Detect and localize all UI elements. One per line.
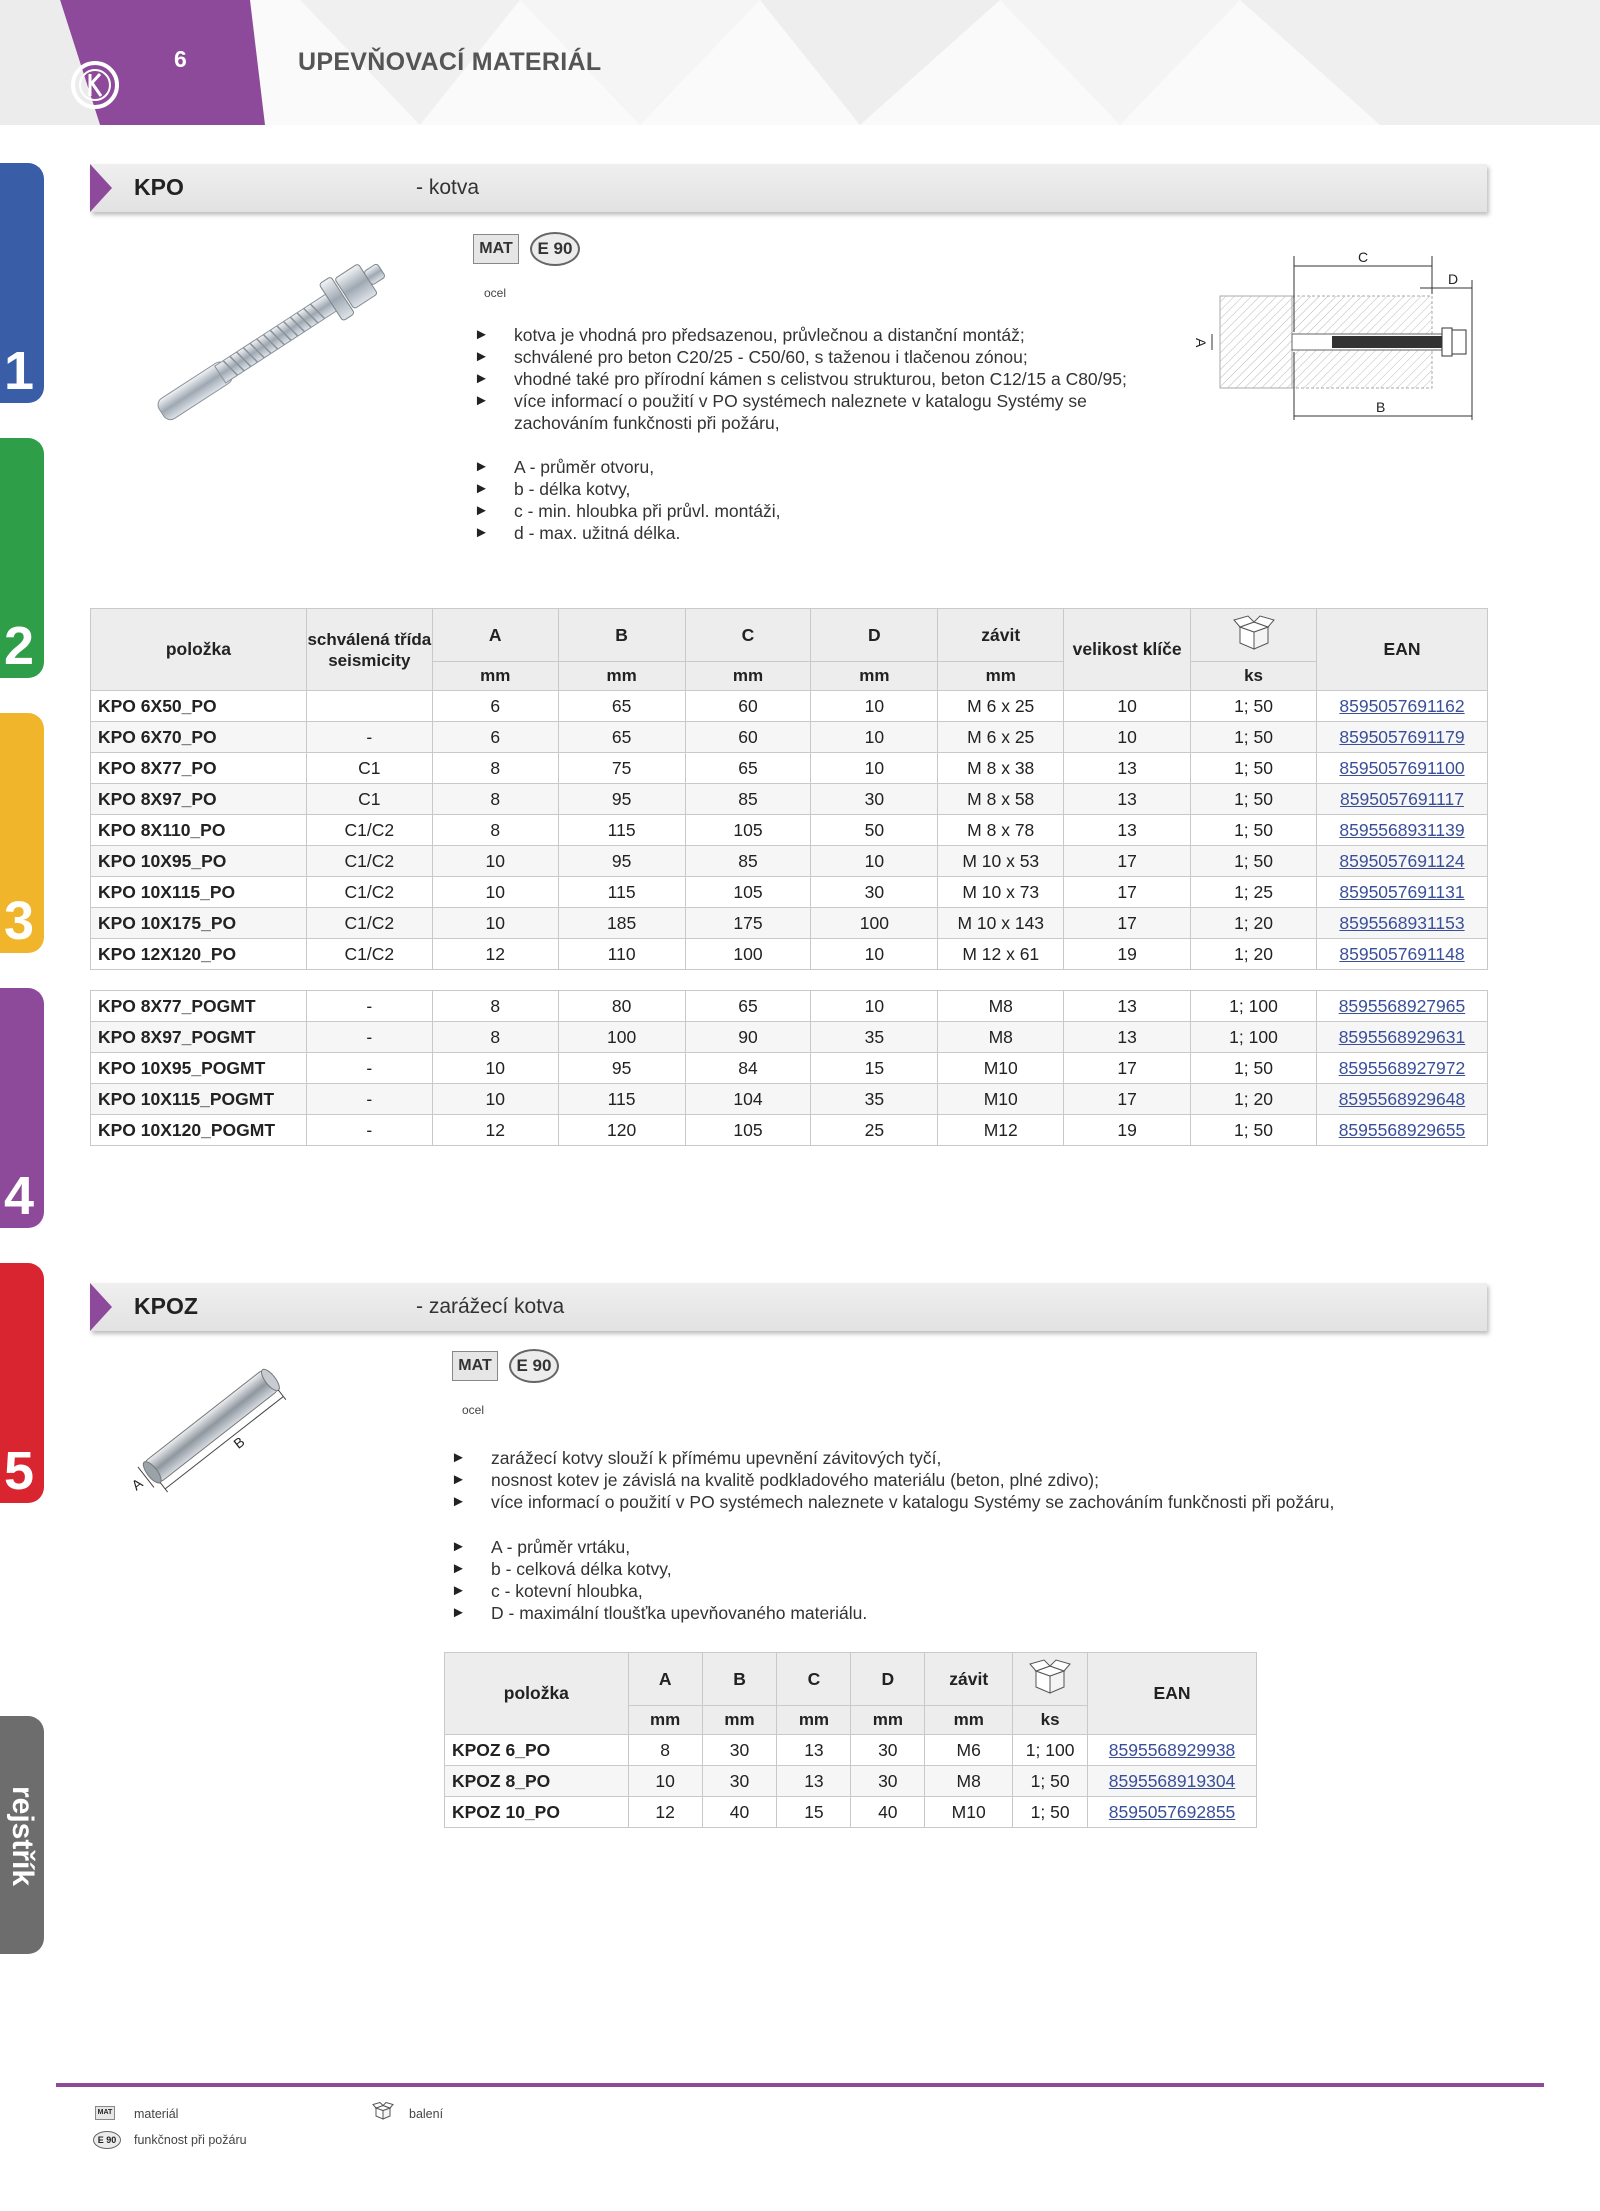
value-cell: 1; 50: [1191, 1053, 1317, 1084]
col-header-d: D: [811, 609, 938, 662]
value-cell: 13: [1064, 784, 1191, 815]
value-cell: 6: [432, 722, 558, 753]
diagram-label-c: C: [1358, 249, 1369, 265]
kpo-material-label: ocel: [484, 286, 507, 300]
company-logo: [70, 60, 120, 110]
item-code-cell: KPO 8X77_PO: [91, 753, 307, 784]
kpoz-col-header-b: B: [702, 1653, 777, 1706]
ean-link[interactable]: 8595057691131: [1317, 877, 1488, 908]
value-cell: 10: [432, 1084, 558, 1115]
kpoz-unit-a: mm: [628, 1706, 702, 1735]
legend-package-icon: [372, 2102, 394, 2120]
footer-divider: [56, 2083, 1544, 2087]
kpo-legend-item: ► A - průměr otvoru,: [474, 456, 1034, 478]
value-cell: [306, 691, 432, 722]
value-cell: M 12 x 61: [938, 939, 1064, 970]
kpoz-unit-c: mm: [777, 1706, 851, 1735]
value-cell: 10: [811, 846, 938, 877]
value-cell: C1/C2: [306, 908, 432, 939]
kpoz-diagram-label-a: A: [128, 1475, 146, 1494]
value-cell: C1/C2: [306, 939, 432, 970]
kpo-feature-item: ► kotva je vhodná pro předsazenou, průvlečnou a distanční montáž;: [474, 324, 1174, 346]
diagram-label-a: A: [1193, 338, 1209, 348]
legend-material-label: materiál: [134, 2107, 179, 2121]
value-cell: M10: [925, 1797, 1013, 1828]
chapter-tab-3-label: 3: [4, 891, 35, 951]
value-cell: 104: [685, 1084, 811, 1115]
value-cell: 1; 20: [1191, 908, 1317, 939]
unit-a: mm: [432, 662, 558, 691]
value-cell: 80: [558, 991, 685, 1022]
value-cell: 1; 20: [1191, 1084, 1317, 1115]
value-cell: M8: [938, 1022, 1064, 1053]
chapter-tab-5-label: 5: [4, 1441, 35, 1501]
value-cell: 115: [558, 1084, 685, 1115]
item-code-cell: KPO 8X110_PO: [91, 815, 307, 846]
value-cell: 10: [432, 846, 558, 877]
table-row: [91, 939, 1488, 970]
header-background: [0, 0, 1600, 125]
value-cell: 1; 20: [1191, 939, 1317, 970]
value-cell: 10: [432, 877, 558, 908]
value-cell: 35: [811, 1084, 938, 1115]
value-cell: 1; 50: [1191, 784, 1317, 815]
kpo-legend-item: ► c - min. hloubka při průvl. montáži,: [474, 500, 1034, 522]
table-row: [91, 1084, 1488, 1115]
value-cell: 13: [1064, 1022, 1191, 1053]
col-header-key-size: velikost klíče: [1064, 609, 1191, 691]
chapter-tab-1-label: 1: [4, 341, 35, 401]
value-cell: C1: [306, 784, 432, 815]
kpoz-legend-item: ► A - průměr vrtáku,: [451, 1536, 1151, 1558]
col-header-ean: EAN: [1317, 609, 1488, 691]
value-cell: 1; 100: [1191, 991, 1317, 1022]
package-box-icon: [1028, 1659, 1072, 1695]
value-cell: 105: [685, 1115, 811, 1146]
ean-link[interactable]: 8595057691148: [1317, 939, 1488, 970]
item-code-cell: KPOZ 10_PO: [445, 1797, 629, 1828]
kpoz-feature-item: ► zarážecí kotvy slouží k přímému upevnění závitových tyčí,: [451, 1447, 1451, 1469]
table-row: [91, 1053, 1488, 1084]
col-header-a: A: [432, 609, 558, 662]
value-cell: 10: [432, 1053, 558, 1084]
kpo-legend-item: ► d - max. užitná délka.: [474, 522, 1034, 544]
kpo-legend-item: ► b - délka kotvy,: [474, 478, 1034, 500]
value-cell: 100: [811, 908, 938, 939]
col-header-c: C: [685, 609, 811, 662]
value-cell: 12: [628, 1797, 702, 1828]
value-cell: 120: [558, 1115, 685, 1146]
kpoz-legend-item: ► c - kotevní hloubka,: [451, 1580, 1151, 1602]
ean-link[interactable]: 8595057692855: [1088, 1797, 1257, 1828]
value-cell: 30: [702, 1735, 777, 1766]
kpoz-col-header-item: položka: [445, 1653, 629, 1735]
kpo-section-marker: [90, 164, 112, 212]
value-cell: 25: [811, 1115, 938, 1146]
kpoz-legend-item: ► D - maximální tloušťka upevňovaného materiálu.: [451, 1602, 1151, 1624]
item-code-cell: KPO 10X115_POGMT: [91, 1084, 307, 1115]
value-cell: -: [306, 991, 432, 1022]
value-cell: 1; 50: [1191, 815, 1317, 846]
item-code-cell: KPO 10X95_PO: [91, 846, 307, 877]
value-cell: 60: [685, 722, 811, 753]
table-row: [91, 815, 1488, 846]
item-code-cell: KPO 8X77_POGMT: [91, 991, 307, 1022]
value-cell: 50: [811, 815, 938, 846]
value-cell: 1; 50: [1013, 1797, 1088, 1828]
item-code-cell: KPO 6X50_PO: [91, 691, 307, 722]
kpo-feature-item: ► více informací o použití v PO systémech naleznete v katalogu Systémy se zachováním funkčnosti při požáru,: [474, 390, 1174, 434]
col-header-thread: závit: [938, 609, 1064, 662]
diagram-label-b: B: [1376, 399, 1386, 415]
item-code-cell: KPOZ 8_PO: [445, 1766, 629, 1797]
value-cell: 95: [558, 1053, 685, 1084]
table-row: [91, 846, 1488, 877]
value-cell: 1; 25: [1191, 877, 1317, 908]
ean-link[interactable]: 8595568927965: [1316, 991, 1487, 1022]
value-cell: 13: [777, 1766, 851, 1797]
kpo-section-description: - kotva: [416, 176, 480, 199]
legend-material-badge: MAT: [95, 2106, 115, 2120]
kpo-material-badge: MAT: [473, 234, 519, 264]
value-cell: 40: [702, 1797, 777, 1828]
value-cell: M10: [938, 1084, 1064, 1115]
value-cell: C1/C2: [306, 815, 432, 846]
value-cell: M6: [925, 1735, 1013, 1766]
ean-link[interactable]: 8595057691124: [1317, 846, 1488, 877]
kpo-feature-item: ► vhodné také pro přírodní kámen s celistvou strukturou, beton C12/15 a C80/95;: [474, 368, 1174, 390]
table-row: [91, 753, 1488, 784]
value-cell: 13: [777, 1735, 851, 1766]
table-row: [91, 991, 1488, 1022]
item-code-cell: KPOZ 6_PO: [445, 1735, 629, 1766]
ean-link[interactable]: 8595568919304: [1088, 1766, 1257, 1797]
item-code-cell: KPO 10X175_PO: [91, 908, 307, 939]
unit-thread: mm: [938, 662, 1064, 691]
kpoz-material-badge: MAT: [452, 1351, 498, 1381]
value-cell: 19: [1064, 1115, 1191, 1146]
value-cell: 1; 50: [1191, 691, 1317, 722]
value-cell: 1; 50: [1191, 753, 1317, 784]
kpo-dimension-diagram: [1172, 248, 1492, 424]
value-cell: 30: [811, 877, 938, 908]
value-cell: 17: [1064, 908, 1191, 939]
table-row: [91, 691, 1488, 722]
ean-link[interactable]: 8595568929655: [1316, 1115, 1487, 1146]
kpoz-product-image: [108, 1350, 318, 1500]
value-cell: M 6 x 25: [938, 691, 1064, 722]
col-header-seismic-class: schválená třída seismicity: [306, 609, 432, 691]
value-cell: 115: [558, 815, 685, 846]
kpoz-legend-list: [451, 1536, 1151, 1624]
value-cell: M 10 x 143: [938, 908, 1064, 939]
value-cell: 90: [685, 1022, 811, 1053]
value-cell: 15: [811, 1053, 938, 1084]
value-cell: 60: [685, 691, 811, 722]
kpo-feature-item: ► schválené pro beton C20/25 - C50/60, s taženou i tlačenou zónou;: [474, 346, 1174, 368]
value-cell: 10: [811, 753, 938, 784]
ean-link[interactable]: 8595057691100: [1317, 753, 1488, 784]
value-cell: 100: [685, 939, 811, 970]
value-cell: 8: [432, 784, 558, 815]
table-row: [445, 1766, 1257, 1797]
value-cell: 17: [1064, 1084, 1191, 1115]
kpo-gmt-product-table: [90, 990, 1488, 1146]
ean-link[interactable]: 8595057691179: [1317, 722, 1488, 753]
value-cell: 100: [558, 1022, 685, 1053]
value-cell: -: [306, 722, 432, 753]
kpoz-unit-b: mm: [702, 1706, 777, 1735]
value-cell: 10: [811, 722, 938, 753]
chapter-tab-4-label: 4: [4, 1166, 35, 1226]
kpoz-col-header-pack: [1013, 1653, 1088, 1706]
value-cell: 17: [1064, 1053, 1191, 1084]
value-cell: M 8 x 38: [938, 753, 1064, 784]
value-cell: 105: [685, 877, 811, 908]
value-cell: 10: [628, 1766, 702, 1797]
col-header-item: položka: [91, 609, 307, 691]
page-title: UPEVŇOVACÍ MATERIÁL: [298, 48, 602, 76]
kpoz-col-header-c: C: [777, 1653, 851, 1706]
table-row: [445, 1797, 1257, 1828]
value-cell: 8: [432, 753, 558, 784]
item-code-cell: KPO 10X120_POGMT: [91, 1115, 307, 1146]
value-cell: 30: [851, 1766, 925, 1797]
value-cell: -: [306, 1115, 432, 1146]
page-number: 6: [174, 46, 187, 72]
value-cell: 6: [432, 691, 558, 722]
table-row: [445, 1735, 1257, 1766]
value-cell: 10: [811, 691, 938, 722]
kpoz-feature-item: ► nosnost kotev je závislá na kvalitě podkladového materiálu (beton, plné zdivo);: [451, 1469, 1451, 1491]
table-row: [91, 877, 1488, 908]
kpoz-section-bar: [90, 1283, 1487, 1331]
package-box-icon: [1232, 615, 1276, 651]
unit-b: mm: [558, 662, 685, 691]
value-cell: 75: [558, 753, 685, 784]
value-cell: 185: [558, 908, 685, 939]
value-cell: 30: [702, 1766, 777, 1797]
table-row: [91, 1115, 1488, 1146]
kpoz-feature-item: ► více informací o použití v PO systémech naleznete v katalogu Systémy se zachováním funkčnosti při požáru,: [451, 1491, 1451, 1513]
value-cell: 85: [685, 846, 811, 877]
value-cell: M12: [938, 1115, 1064, 1146]
value-cell: 8: [432, 815, 558, 846]
ean-link[interactable]: 8595568929938: [1088, 1735, 1257, 1766]
value-cell: 65: [685, 753, 811, 784]
col-header-pack: [1191, 609, 1317, 662]
value-cell: 10: [432, 908, 558, 939]
kpoz-unit-thread: mm: [925, 1706, 1013, 1735]
kpo-legend-list: [474, 456, 1034, 544]
value-cell: 10: [1064, 722, 1191, 753]
value-cell: 30: [851, 1735, 925, 1766]
value-cell: 1; 100: [1013, 1735, 1088, 1766]
value-cell: 13: [1064, 753, 1191, 784]
kpoz-legend-item: ► b - celková délka kotvy,: [451, 1558, 1151, 1580]
value-cell: 15: [777, 1797, 851, 1828]
value-cell: 1; 50: [1013, 1766, 1088, 1797]
value-cell: 105: [685, 815, 811, 846]
value-cell: M8: [938, 991, 1064, 1022]
ean-link[interactable]: 8595057691162: [1317, 691, 1488, 722]
ean-link[interactable]: 8595568931153: [1317, 908, 1488, 939]
value-cell: C1/C2: [306, 846, 432, 877]
legend-fire-badge: E 90: [93, 2131, 121, 2149]
value-cell: 12: [432, 1115, 558, 1146]
value-cell: 30: [811, 784, 938, 815]
value-cell: 115: [558, 877, 685, 908]
ean-link[interactable]: 8595568929631: [1316, 1022, 1487, 1053]
kpoz-material-label: ocel: [462, 1403, 485, 1417]
value-cell: M 10 x 53: [938, 846, 1064, 877]
kpoz-col-header-thread: závit: [925, 1653, 1013, 1706]
value-cell: C1/C2: [306, 877, 432, 908]
legend-package-label: balení: [409, 2107, 444, 2121]
value-cell: M 10 x 73: [938, 877, 1064, 908]
index-tab-label: rejstřík: [6, 1785, 39, 1887]
value-cell: 84: [685, 1053, 811, 1084]
value-cell: C1: [306, 753, 432, 784]
kpoz-col-header-ean: EAN: [1088, 1653, 1257, 1735]
value-cell: 8: [432, 991, 558, 1022]
value-cell: 10: [811, 991, 938, 1022]
value-cell: 65: [558, 691, 685, 722]
item-code-cell: KPO 10X115_PO: [91, 877, 307, 908]
value-cell: 95: [558, 784, 685, 815]
value-cell: -: [306, 1084, 432, 1115]
kpo-fire-badge: E 90: [530, 232, 580, 266]
value-cell: 17: [1064, 846, 1191, 877]
table-row: [91, 908, 1488, 939]
table-row: [91, 784, 1488, 815]
kpo-section-code: KPO: [134, 174, 184, 200]
kpoz-col-header-a: A: [628, 1653, 702, 1706]
kpoz-fire-badge: E 90: [509, 1349, 559, 1383]
value-cell: 17: [1064, 877, 1191, 908]
value-cell: 175: [685, 908, 811, 939]
value-cell: 13: [1064, 815, 1191, 846]
value-cell: 110: [558, 939, 685, 970]
kpoz-unit-pack: ks: [1013, 1706, 1088, 1735]
item-code-cell: KPO 8X97_PO: [91, 784, 307, 815]
ean-link[interactable]: 8595568929648: [1316, 1084, 1487, 1115]
value-cell: 12: [432, 939, 558, 970]
ean-link[interactable]: 8595057691117: [1317, 784, 1488, 815]
value-cell: 13: [1064, 991, 1191, 1022]
value-cell: 19: [1064, 939, 1191, 970]
kpoz-section-description: - zarážecí kotva: [416, 1295, 565, 1318]
value-cell: M 8 x 78: [938, 815, 1064, 846]
kpo-product-table: [90, 608, 1488, 970]
value-cell: -: [306, 1022, 432, 1053]
item-code-cell: KPO 6X70_PO: [91, 722, 307, 753]
value-cell: 95: [558, 846, 685, 877]
kpo-product-image: [110, 236, 430, 446]
item-code-cell: KPO 8X97_POGMT: [91, 1022, 307, 1053]
value-cell: 10: [811, 939, 938, 970]
item-code-cell: KPO 10X95_POGMT: [91, 1053, 307, 1084]
kpoz-diagram-label-b: B: [230, 1433, 248, 1452]
value-cell: 85: [685, 784, 811, 815]
value-cell: 65: [685, 991, 811, 1022]
kpoz-feature-list: [451, 1447, 1451, 1513]
kpoz-section-code: KPOZ: [134, 1293, 198, 1319]
value-cell: -: [306, 1053, 432, 1084]
value-cell: 8: [432, 1022, 558, 1053]
diagram-label-d: D: [1448, 271, 1459, 287]
kpoz-section-marker: [90, 1283, 112, 1331]
kpoz-product-table: [444, 1652, 1257, 1828]
value-cell: 40: [851, 1797, 925, 1828]
kpo-section-bar: [90, 164, 1487, 212]
value-cell: 1; 100: [1191, 1022, 1317, 1053]
unit-c: mm: [685, 662, 811, 691]
chapter-tab-2-label: 2: [4, 616, 35, 676]
ean-link[interactable]: 8595568927972: [1316, 1053, 1487, 1084]
table-row: [91, 722, 1488, 753]
legend-fire-label: funkčnost při požáru: [134, 2133, 247, 2147]
value-cell: 65: [558, 722, 685, 753]
value-cell: M 6 x 25: [938, 722, 1064, 753]
value-cell: 35: [811, 1022, 938, 1053]
col-header-b: B: [558, 609, 685, 662]
kpoz-unit-d: mm: [851, 1706, 925, 1735]
kpoz-col-header-d: D: [851, 1653, 925, 1706]
kpo-feature-list: [474, 324, 1174, 434]
value-cell: 1; 50: [1191, 722, 1317, 753]
item-code-cell: KPO 12X120_PO: [91, 939, 307, 970]
unit-pack: ks: [1191, 662, 1317, 691]
value-cell: 1; 50: [1191, 1115, 1317, 1146]
table-row: [91, 1022, 1488, 1053]
value-cell: M8: [925, 1766, 1013, 1797]
ean-link[interactable]: 8595568931139: [1317, 815, 1488, 846]
value-cell: 8: [628, 1735, 702, 1766]
value-cell: 10: [1064, 691, 1191, 722]
unit-d: mm: [811, 662, 938, 691]
value-cell: M10: [938, 1053, 1064, 1084]
value-cell: M 8 x 58: [938, 784, 1064, 815]
value-cell: 1; 50: [1191, 846, 1317, 877]
